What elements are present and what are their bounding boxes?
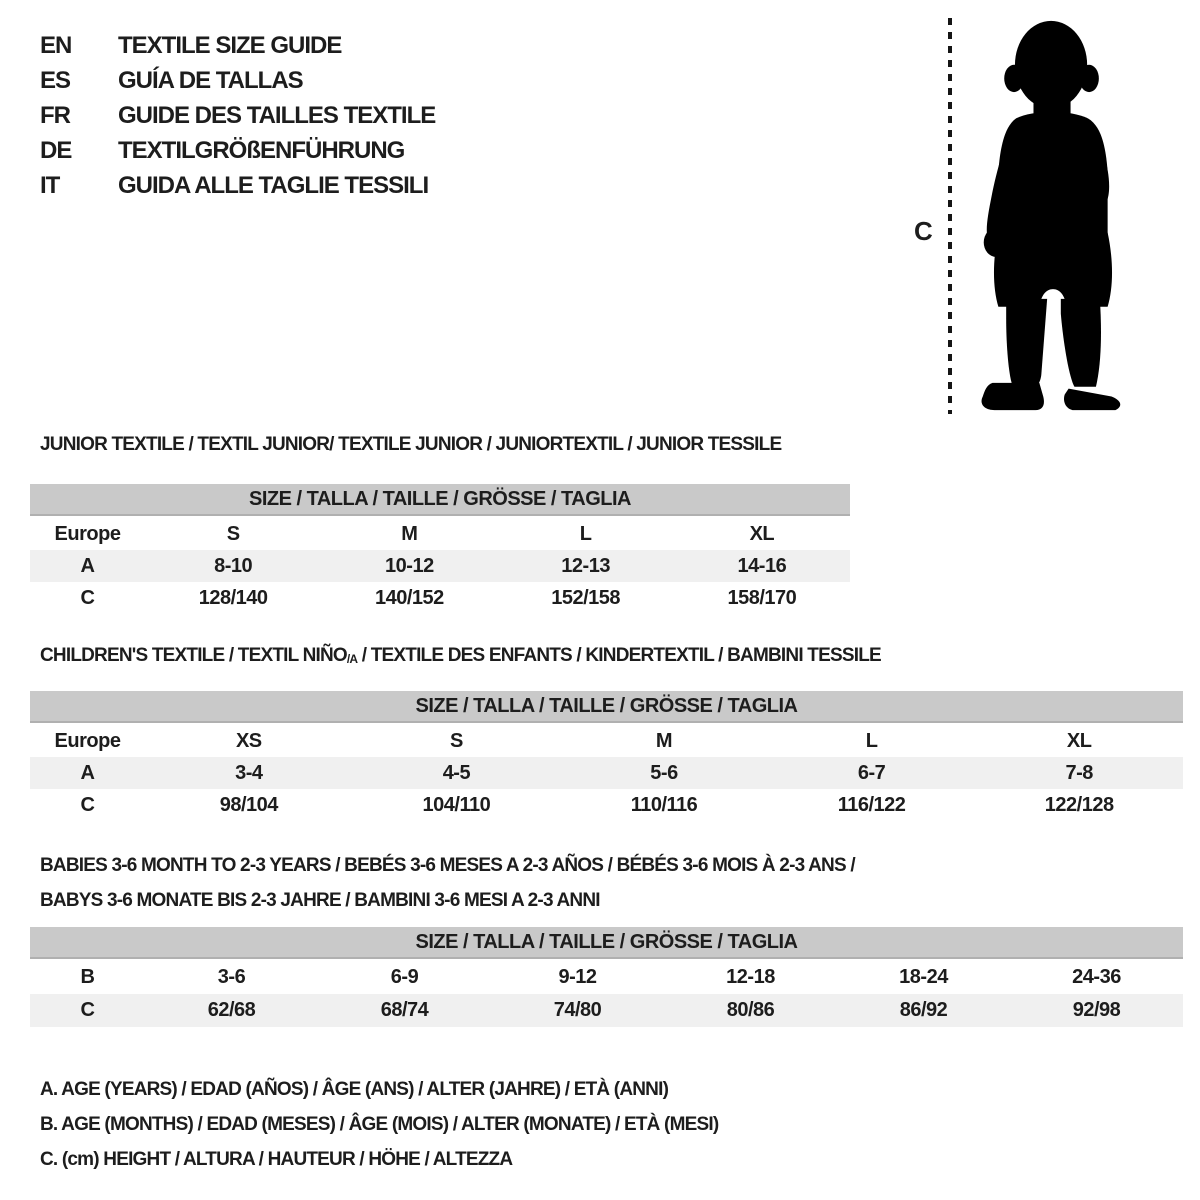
size-table-babies — [30, 927, 1183, 1027]
table-cell: XS — [235, 729, 262, 752]
size-table-junior — [30, 484, 850, 614]
table-cell: C — [80, 793, 95, 816]
table-cell: 140/152 — [374, 586, 444, 609]
table-cell: 6-9 — [390, 966, 419, 988]
height-dashed-line — [948, 18, 952, 414]
size-table-children — [30, 691, 1183, 821]
legend-line-b: B. AGE (MONTHS) / EDAD (MESES) / ÂGE (MOIS) / ALTER (MONATE) / ETÀ (MESI) — [40, 1114, 719, 1135]
language-title: TEXTILE SIZE GUIDE — [118, 31, 342, 59]
table-cell: 3-6 — [217, 966, 246, 988]
language-row — [40, 63, 600, 98]
table-cell: 7-8 — [1065, 761, 1093, 784]
table-cell: 14-16 — [737, 554, 787, 577]
size-header-label: SIZE / TALLA / TAILLE / GRÖSSE / TAGLIA — [30, 484, 850, 515]
table-cell: 158/170 — [727, 586, 797, 609]
table-cell: L — [865, 729, 878, 752]
table-row — [30, 582, 850, 614]
table-cell: 104/110 — [422, 793, 491, 816]
table-cell: A — [80, 554, 95, 577]
table-cell: S — [226, 522, 240, 545]
junior-section-title: JUNIOR TEXTILE / TEXTIL JUNIOR/ TEXTILE JUNIOR / JUNIORTEXTIL / JUNIOR TESSILE — [40, 434, 782, 455]
table-cell: C — [80, 586, 95, 609]
table-row — [30, 550, 850, 582]
language-code: IT — [40, 171, 60, 199]
table-cell: 74/80 — [553, 999, 602, 1021]
table-cell: XL — [749, 522, 775, 545]
language-row — [40, 98, 600, 133]
babies-title-line2: BABYS 3-6 MONATE BIS 2-3 JAHRE / BAMBINI 3-6 MESI A 2-3 ANNI — [40, 890, 600, 911]
table-cell: 62/68 — [207, 999, 256, 1021]
table-cell: 10-12 — [385, 554, 434, 577]
table-cell: 110/116 — [630, 793, 698, 816]
table-cell: 18-24 — [899, 966, 948, 988]
babies-section-title — [40, 848, 855, 918]
children-title-part1: CHILDREN'S TEXTILE / TEXTIL NIÑO — [40, 645, 347, 666]
table-cell: 6-7 — [857, 761, 886, 784]
table-cell: S — [449, 729, 463, 752]
table-cell: B — [80, 966, 95, 988]
legend-line-c: C. (cm) HEIGHT / ALTURA / HAUTEUR / HÖHE / ALTEZZA — [40, 1149, 513, 1170]
size-header-bar — [30, 484, 850, 515]
table-row — [30, 757, 1183, 789]
table-row — [30, 518, 850, 550]
language-title: TEXTILGRÖßENFÜHRUNG — [118, 136, 405, 164]
table-row — [30, 725, 1183, 757]
toddler-silhouette-icon — [963, 16, 1143, 416]
size-header-label: SIZE / TALLA / TAILLE / GRÖSSE / TAGLIA — [30, 691, 1183, 722]
table-cell: L — [579, 522, 592, 545]
babies-title-line1: BABIES 3-6 MONTH TO 2-3 YEARS / BEBÉS 3-6 MESES A 2-3 AÑOS / BÉBÉS 3-6 MOIS À 2-3 ANS / — [40, 855, 855, 876]
table-cell: 122/128 — [1044, 793, 1114, 816]
language-code: EN — [40, 31, 72, 59]
table-cell: M — [401, 522, 418, 545]
table-cell: 3-4 — [235, 761, 263, 784]
children-section-title — [40, 645, 881, 670]
table-cell: 80/86 — [726, 999, 775, 1021]
table-row — [30, 789, 1183, 821]
size-header-label: SIZE / TALLA / TAILLE / GRÖSSE / TAGLIA — [30, 927, 1183, 958]
table-cell: M — [655, 729, 673, 752]
table-cell: C — [80, 999, 95, 1021]
language-code: ES — [40, 66, 71, 94]
table-cell: Europe — [54, 522, 121, 545]
table-cell: 86/92 — [899, 999, 948, 1021]
size-header-bar — [30, 927, 1183, 958]
table-cell: 152/158 — [551, 586, 621, 609]
table-cell: 98/104 — [219, 793, 278, 816]
language-code: FR — [40, 101, 70, 129]
table-cell: 24-36 — [1072, 966, 1121, 988]
table-cell: 92/98 — [1072, 999, 1121, 1021]
legend-line-a: A. AGE (YEARS) / EDAD (AÑOS) / ÂGE (ANS) / ALTER (JAHRE) / ETÀ (ANNI) — [40, 1079, 669, 1100]
table-cell: 116/122 — [837, 793, 906, 816]
language-row — [40, 28, 600, 63]
language-title: GUIDE DES TAILLES TEXTILE — [118, 101, 436, 129]
table-cell: A — [80, 761, 95, 784]
table-row — [30, 961, 1183, 994]
language-row — [40, 168, 600, 203]
table-cell: 9-12 — [558, 966, 597, 988]
children-title-part2: / TEXTILE DES ENFANTS / KINDERTEXTIL / BAMBINI TESSILE — [357, 645, 881, 666]
table-cell: 128/140 — [198, 586, 268, 609]
table-row — [30, 994, 1183, 1027]
table-cell: XL — [1066, 729, 1092, 752]
table-cell: 4-5 — [442, 761, 471, 784]
table-cell: 68/74 — [380, 999, 429, 1021]
table-cell: 12-13 — [561, 554, 610, 577]
language-title-list — [40, 28, 600, 203]
language-row — [40, 133, 600, 168]
language-title: GUIDA ALLE TAGLIE TESSILI — [118, 171, 429, 199]
table-cell: Europe — [54, 729, 121, 752]
table-cell: 8-10 — [214, 554, 253, 577]
children-title-sub: /A — [346, 652, 358, 666]
size-header-bar — [30, 691, 1183, 722]
legend — [40, 1072, 718, 1177]
language-code: DE — [40, 136, 72, 164]
height-measure-label: C — [914, 216, 933, 246]
table-cell: 5-6 — [650, 761, 678, 784]
language-title: GUÍA DE TALLAS — [118, 66, 303, 94]
table-cell: 12-18 — [726, 966, 775, 988]
